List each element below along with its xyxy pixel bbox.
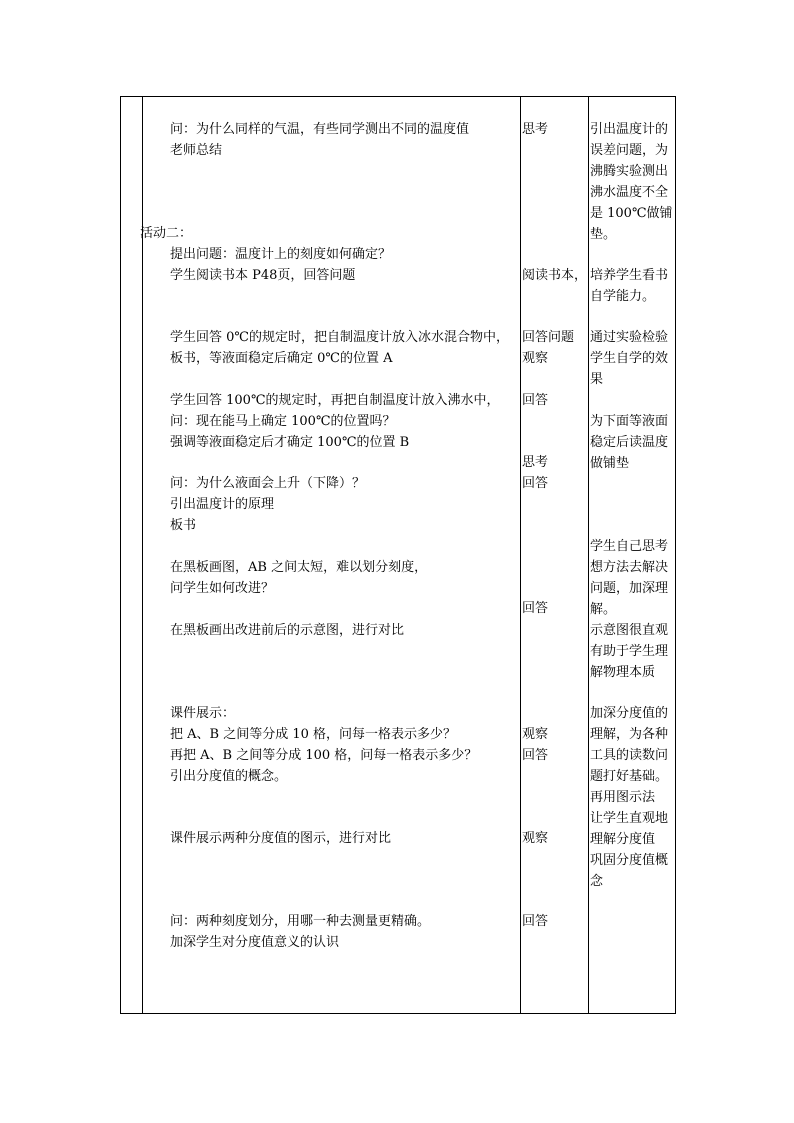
main-line: 问：两种刻度划分，用哪一种去测量更精确。 <box>170 914 431 929</box>
main-line: 在黑板画图，AB 之间太短，难以划分刻度， <box>170 560 428 575</box>
main-line: 板书 <box>170 518 197 533</box>
intent-line: 巩固分度值概 <box>590 853 669 868</box>
column-divider-3 <box>588 97 589 1013</box>
intent-line: 解。 <box>590 602 617 617</box>
main-line: 再把 A、B 之间等分成 100 格，问每一格表示多少？ <box>170 748 478 763</box>
main-line: 学生阅读书本 P48页，回答问题 <box>170 268 356 283</box>
intent-line: 做铺垫 <box>590 456 630 471</box>
intent-line: 沸水温度不全 <box>590 185 669 200</box>
intent-line: 为下面等液面 <box>590 414 669 429</box>
main-line: 老师总结 <box>170 143 223 158</box>
intent-line: 培养学生看书 <box>590 268 669 283</box>
intent-line: 垫。 <box>590 227 617 242</box>
intent-line: 通过实验检验 <box>590 330 669 345</box>
intent-line: 误差问题，为 <box>590 143 669 158</box>
intent-line: 再用图示法 <box>590 790 656 805</box>
main-line: 提出问题：温度计上的刻度如何确定？ <box>170 247 392 262</box>
student-line: 观察 <box>522 351 549 366</box>
main-line: 学生回答 100℃的规定时，再把自制温度计放入沸水中， <box>170 393 500 408</box>
main-line: 板书，等液面稳定后确定 0℃的位置 A <box>170 351 393 366</box>
student-line: 思考 <box>522 122 549 137</box>
intent-line: 有助于学生理 <box>590 644 669 659</box>
student-line: 回答 <box>522 601 549 616</box>
main-line: 引出分度值的概念。 <box>170 769 288 784</box>
main-line: 问学生如何改进？ <box>170 581 275 596</box>
main-line: 问：为什么液面会上升（下降）？ <box>170 476 366 491</box>
intent-line: 学生自己思考 <box>590 539 669 554</box>
student-line: 观察 <box>522 727 549 742</box>
intent-line: 问题，加深理 <box>590 581 669 596</box>
main-line: 学生回答 0℃的规定时，把自制温度计放入冰水混合物中， <box>170 330 509 345</box>
activity-heading: 活动二： <box>140 226 193 241</box>
intent-line: 沸腾实验测出 <box>590 164 669 179</box>
main-line: 在黑板画出改进前后的示意图，进行对比 <box>170 623 405 638</box>
main-line: 把 A、B 之间等分成 10 格，问每一格表示多少？ <box>170 727 457 742</box>
student-line: 思考 <box>522 455 549 470</box>
intent-line: 念 <box>590 874 604 889</box>
intent-line: 加深分度值的 <box>590 706 669 721</box>
intent-line: 示意图很直观 <box>590 623 669 638</box>
intent-line: 解物理本质 <box>590 665 656 680</box>
column-divider-2 <box>520 97 521 1013</box>
student-line: 阅读书本， <box>522 268 588 283</box>
intent-line: 是 100℃做铺 <box>590 206 673 221</box>
intent-line: 理解，为各种 <box>590 727 669 742</box>
student-line: 回答 <box>522 748 549 763</box>
main-line: 课件展示两种分度值的图示，进行对比 <box>170 831 392 846</box>
intent-line: 题打好基础。 <box>590 769 669 784</box>
intent-line: 引出温度计的 <box>590 122 669 137</box>
main-line: 课件展示： <box>170 706 236 721</box>
intent-line: 想方法去解决 <box>590 560 669 575</box>
main-line: 加深学生对分度值意义的认识 <box>170 935 340 950</box>
student-line: 回答 <box>522 914 549 929</box>
main-line: 问：现在能马上确定 100℃的位置吗？ <box>170 414 396 429</box>
intent-line: 学生自学的效 <box>590 351 669 366</box>
student-line: 回答 <box>522 476 549 491</box>
main-line: 问：为什么同样的气温，有些同学测出不同的温度值 <box>170 122 470 137</box>
intent-line: 自学能力。 <box>590 289 656 304</box>
intent-line: 稳定后读温度 <box>590 435 669 450</box>
student-line: 回答问题 <box>522 330 575 345</box>
intent-line: 让学生直观地 <box>590 811 669 826</box>
student-line: 观察 <box>522 831 549 846</box>
main-line: 引出温度计的原理 <box>170 497 275 512</box>
intent-line: 果 <box>590 372 604 387</box>
main-line: 强调等液面稳定后才确定 100℃的位置 B <box>170 435 410 450</box>
intent-line: 工具的读数问 <box>590 748 669 763</box>
intent-line: 理解分度值 <box>590 832 656 847</box>
student-line: 回答 <box>522 393 549 408</box>
